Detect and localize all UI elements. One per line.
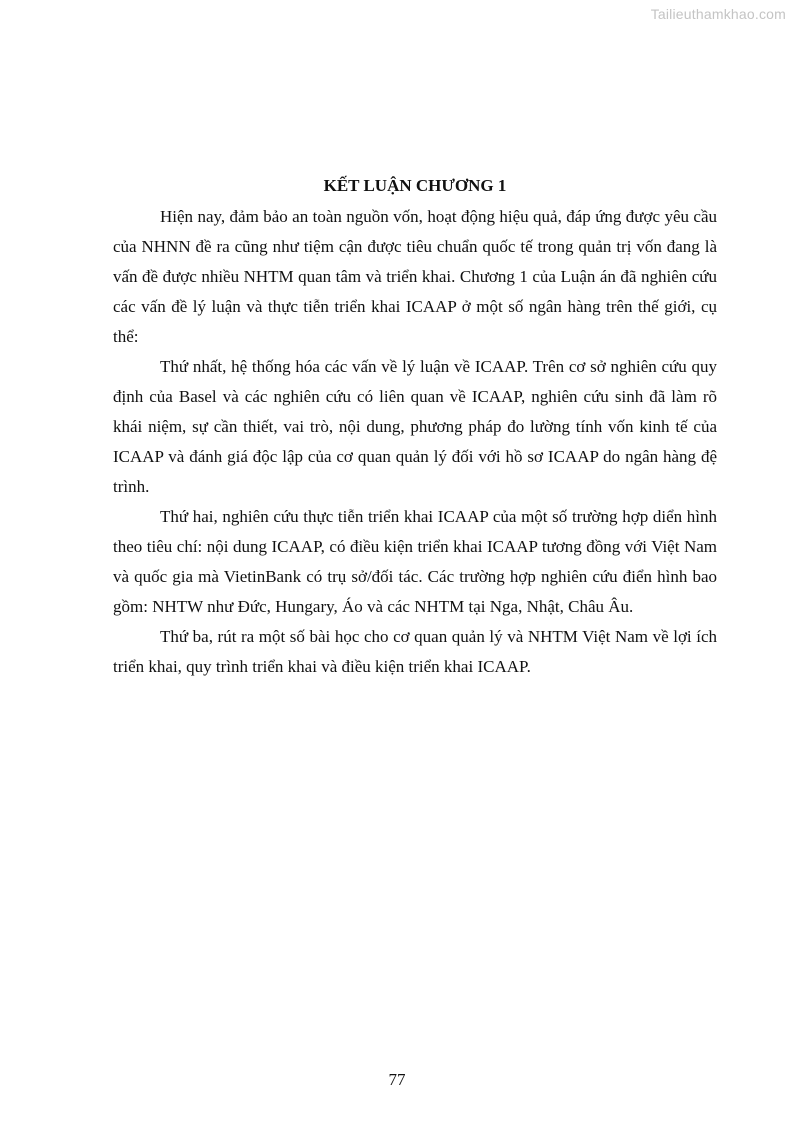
paragraph-first: Thứ nhất, hệ thống hóa các vấn về lý luận về ICAAP. Trên cơ sở nghiên cứu quy định của Basel và các nghiên cứu có liên quan về ICAAP, nghiên cứu sinh đã làm rõ khái niệm, sự cần thiết, vai trò, nội dung, phương pháp đo lường tính vốn kinh tế của ICAAP và đánh giá độc lập của cơ quan quản lý đối với hồ sơ ICAAP do ngân hàng đệ trình. xyxy=(113,357,717,496)
watermark: Tailieuthamkhao.com xyxy=(650,6,786,22)
chapter-title: KẾT LUẬN CHƯƠNG 1 xyxy=(323,176,507,195)
paragraph-third: Thứ ba, rút ra một số bài học cho cơ quan quản lý và NHTM Việt Nam về lợi ích triển khai, quy trình triển khai và điều kiện triển khai ICAAP. xyxy=(113,627,717,676)
paragraph-intro: Hiện nay, đảm bảo an toàn nguồn vốn, hoạt động hiệu quả, đáp ứng được yêu cầu của NHNN đề ra cũng như tiệm cận được tiêu chuẩn quốc tế trong quản trị vốn đang là vấn đề được nhiều NHTM quan tâm và triển khai. Chương 1 của Luận án đã nghiên cứu các vấn đề lý luận và thực tiễn triển khai ICAAP ở một số ngân hàng trên thế giới, cụ thể: xyxy=(113,207,717,346)
paragraph-second: Thứ hai, nghiên cứu thực tiễn triển khai ICAAP của một số trường hợp diển hình theo tiêu chí: nội dung ICAAP, có điều kiện triển khai ICAAP tương đồng với Việt Nam và quốc gia mà VietinBank có trụ sở/đối tác. Các trường hợp nghiên cứu điển hình bao gồm: NHTW như Đức, Hungary, Áo và các NHTM tại Nga, Nhật, Châu Âu. xyxy=(113,507,717,616)
document-body xyxy=(113,174,717,682)
page-number: 77 xyxy=(388,1070,406,1089)
